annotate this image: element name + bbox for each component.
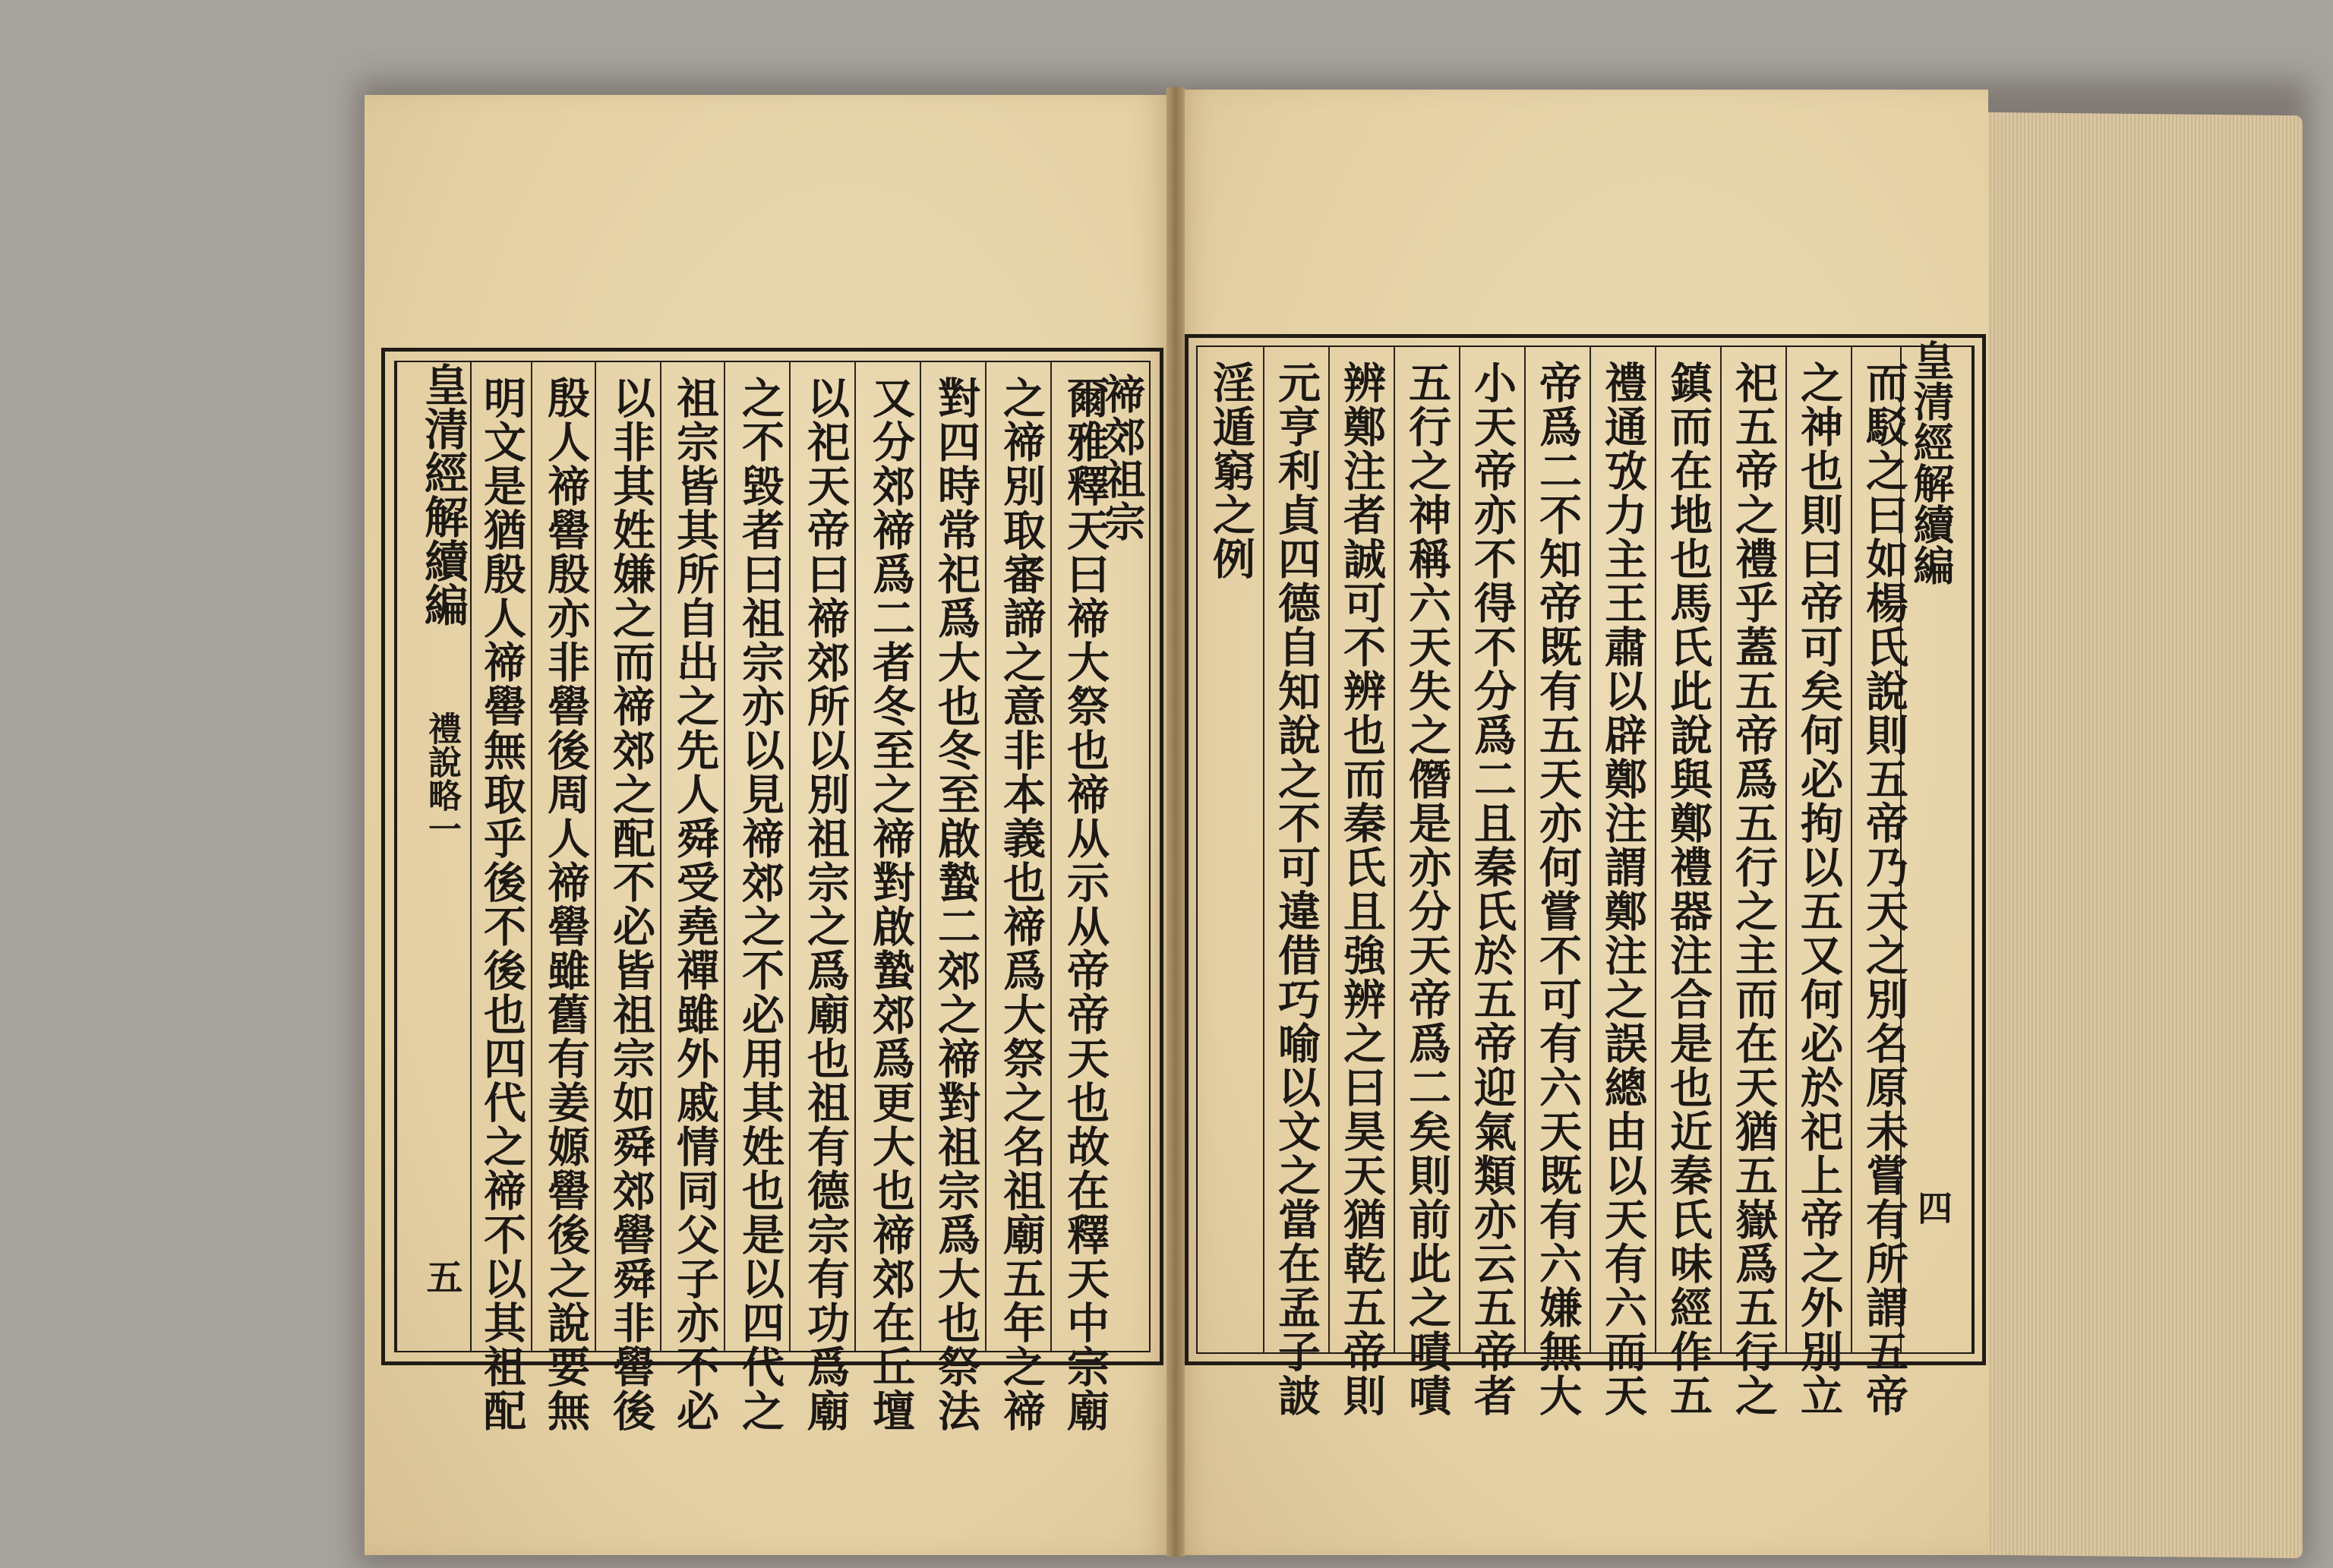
column-rule	[854, 362, 856, 1351]
left-margin-title: 皇清經解續編	[417, 362, 469, 626]
text-column: 以非其姓嫌之而禘郊之配不必皆祖宗如舜郊嚳舜非嚳後	[606, 376, 656, 1433]
column-rule	[724, 362, 725, 1351]
column-rule	[1720, 347, 1722, 1352]
column-rule	[1851, 347, 1852, 1352]
text-column: 爾雅釋天曰禘大祭也禘从示从帝帝天也故在釋天中宗廟	[1060, 376, 1110, 1433]
column-rule	[1524, 347, 1526, 1352]
text-column: 禮通攷力主王肅以辟鄭注謂鄭注之誤總由以天有六而天	[1598, 361, 1648, 1418]
page-edges	[1984, 112, 2303, 1558]
text-column: 明文是猶殷人禘嚳無取乎後不後也四代之禘不以其祖配	[477, 376, 527, 1433]
text-column: 元亨利貞四德自知說之不可違借巧喻以文之當在孟子詖	[1271, 361, 1321, 1418]
text-column: 五行之神稱六天失之僭是亦分天帝爲二矣則前此之嘖嘖	[1402, 361, 1452, 1418]
right-text-frame	[1185, 334, 1986, 1418]
column-rule	[1394, 347, 1395, 1352]
column-rule	[1459, 347, 1460, 1352]
left-inner-frame	[394, 361, 1151, 1433]
column-rule	[595, 362, 596, 1351]
text-column: 之神也則曰帝可矣何必拘以五又何必於祀上帝之外別立	[1794, 361, 1844, 1418]
right-page-number: 四	[1912, 1190, 1953, 1225]
text-column: 鎮而在地也馬氏此說與鄭禮器注合是也近秦氏味經作五	[1663, 361, 1713, 1418]
column-rule	[920, 362, 921, 1351]
text-column: 之不毀者曰祖宗亦以見禘郊之不必用其姓也是以四代之	[735, 376, 785, 1433]
text-column: 帝爲二不知帝既有五天亦何嘗不可有六天既有六嫌無大	[1533, 361, 1583, 1418]
book-gutter	[1166, 87, 1185, 1557]
text-column: 祖宗皆其所自出之先人舜受堯禪雖外戚情同父子亦不必	[670, 376, 720, 1433]
left-page-number: 五	[420, 1258, 462, 1295]
text-column: 又分郊禘爲二者冬至之禘對啟蟄郊爲更大也禘郊在丘壇	[866, 376, 916, 1433]
left-text-frame	[381, 348, 1163, 1433]
column-rule	[985, 362, 987, 1351]
text-column: 淫遁窮之例	[1206, 361, 1256, 581]
text-column: 以祀天帝曰禘郊所以別祖宗之爲廟也祖有德宗有功爲廟	[800, 376, 851, 1433]
column-rule	[1263, 347, 1264, 1352]
column-rule	[789, 362, 791, 1351]
text-column: 辨鄭注者誠可不辨也而秦氏且強辨之曰昊天猶乾五帝則	[1337, 361, 1387, 1418]
left-margin-section: 禮說略一	[422, 711, 461, 845]
text-column: 之禘別取審諦之意非本義也禘爲大祭之名祖廟五年之禘	[996, 376, 1047, 1433]
column-rule	[531, 362, 532, 1351]
column-rule	[1590, 347, 1591, 1352]
column-rule	[1328, 347, 1330, 1352]
text-column: 而駁之曰如楊氏說則五帝乃天之別名原未嘗有所謂五帝	[1859, 361, 1909, 1418]
text-column: 殷人禘嚳殷亦非嚳後周人禘嚳雖舊有姜嫄嚳後之說要無	[541, 376, 591, 1433]
text-column: 對四時常祀爲大也冬至啟蟄二郊之禘對祖宗爲大也祭法	[931, 376, 981, 1433]
text-column: 祀五帝之禮乎蓋五帝爲五行之主而在天猶五嶽爲五行之	[1728, 361, 1779, 1418]
column-rule	[1785, 347, 1787, 1352]
right-inner-frame	[1196, 339, 1975, 1418]
right-margin-title: 皇清經解續編	[1907, 339, 1956, 585]
text-column: 小天帝亦不得不分爲二且秦氏於五帝迎氣類亦云五帝者	[1467, 361, 1517, 1418]
column-rule	[660, 362, 661, 1351]
section-heading: 禘郊祖宗	[1098, 373, 1147, 543]
column-rule	[1655, 347, 1656, 1352]
column-rule	[1050, 362, 1052, 1351]
